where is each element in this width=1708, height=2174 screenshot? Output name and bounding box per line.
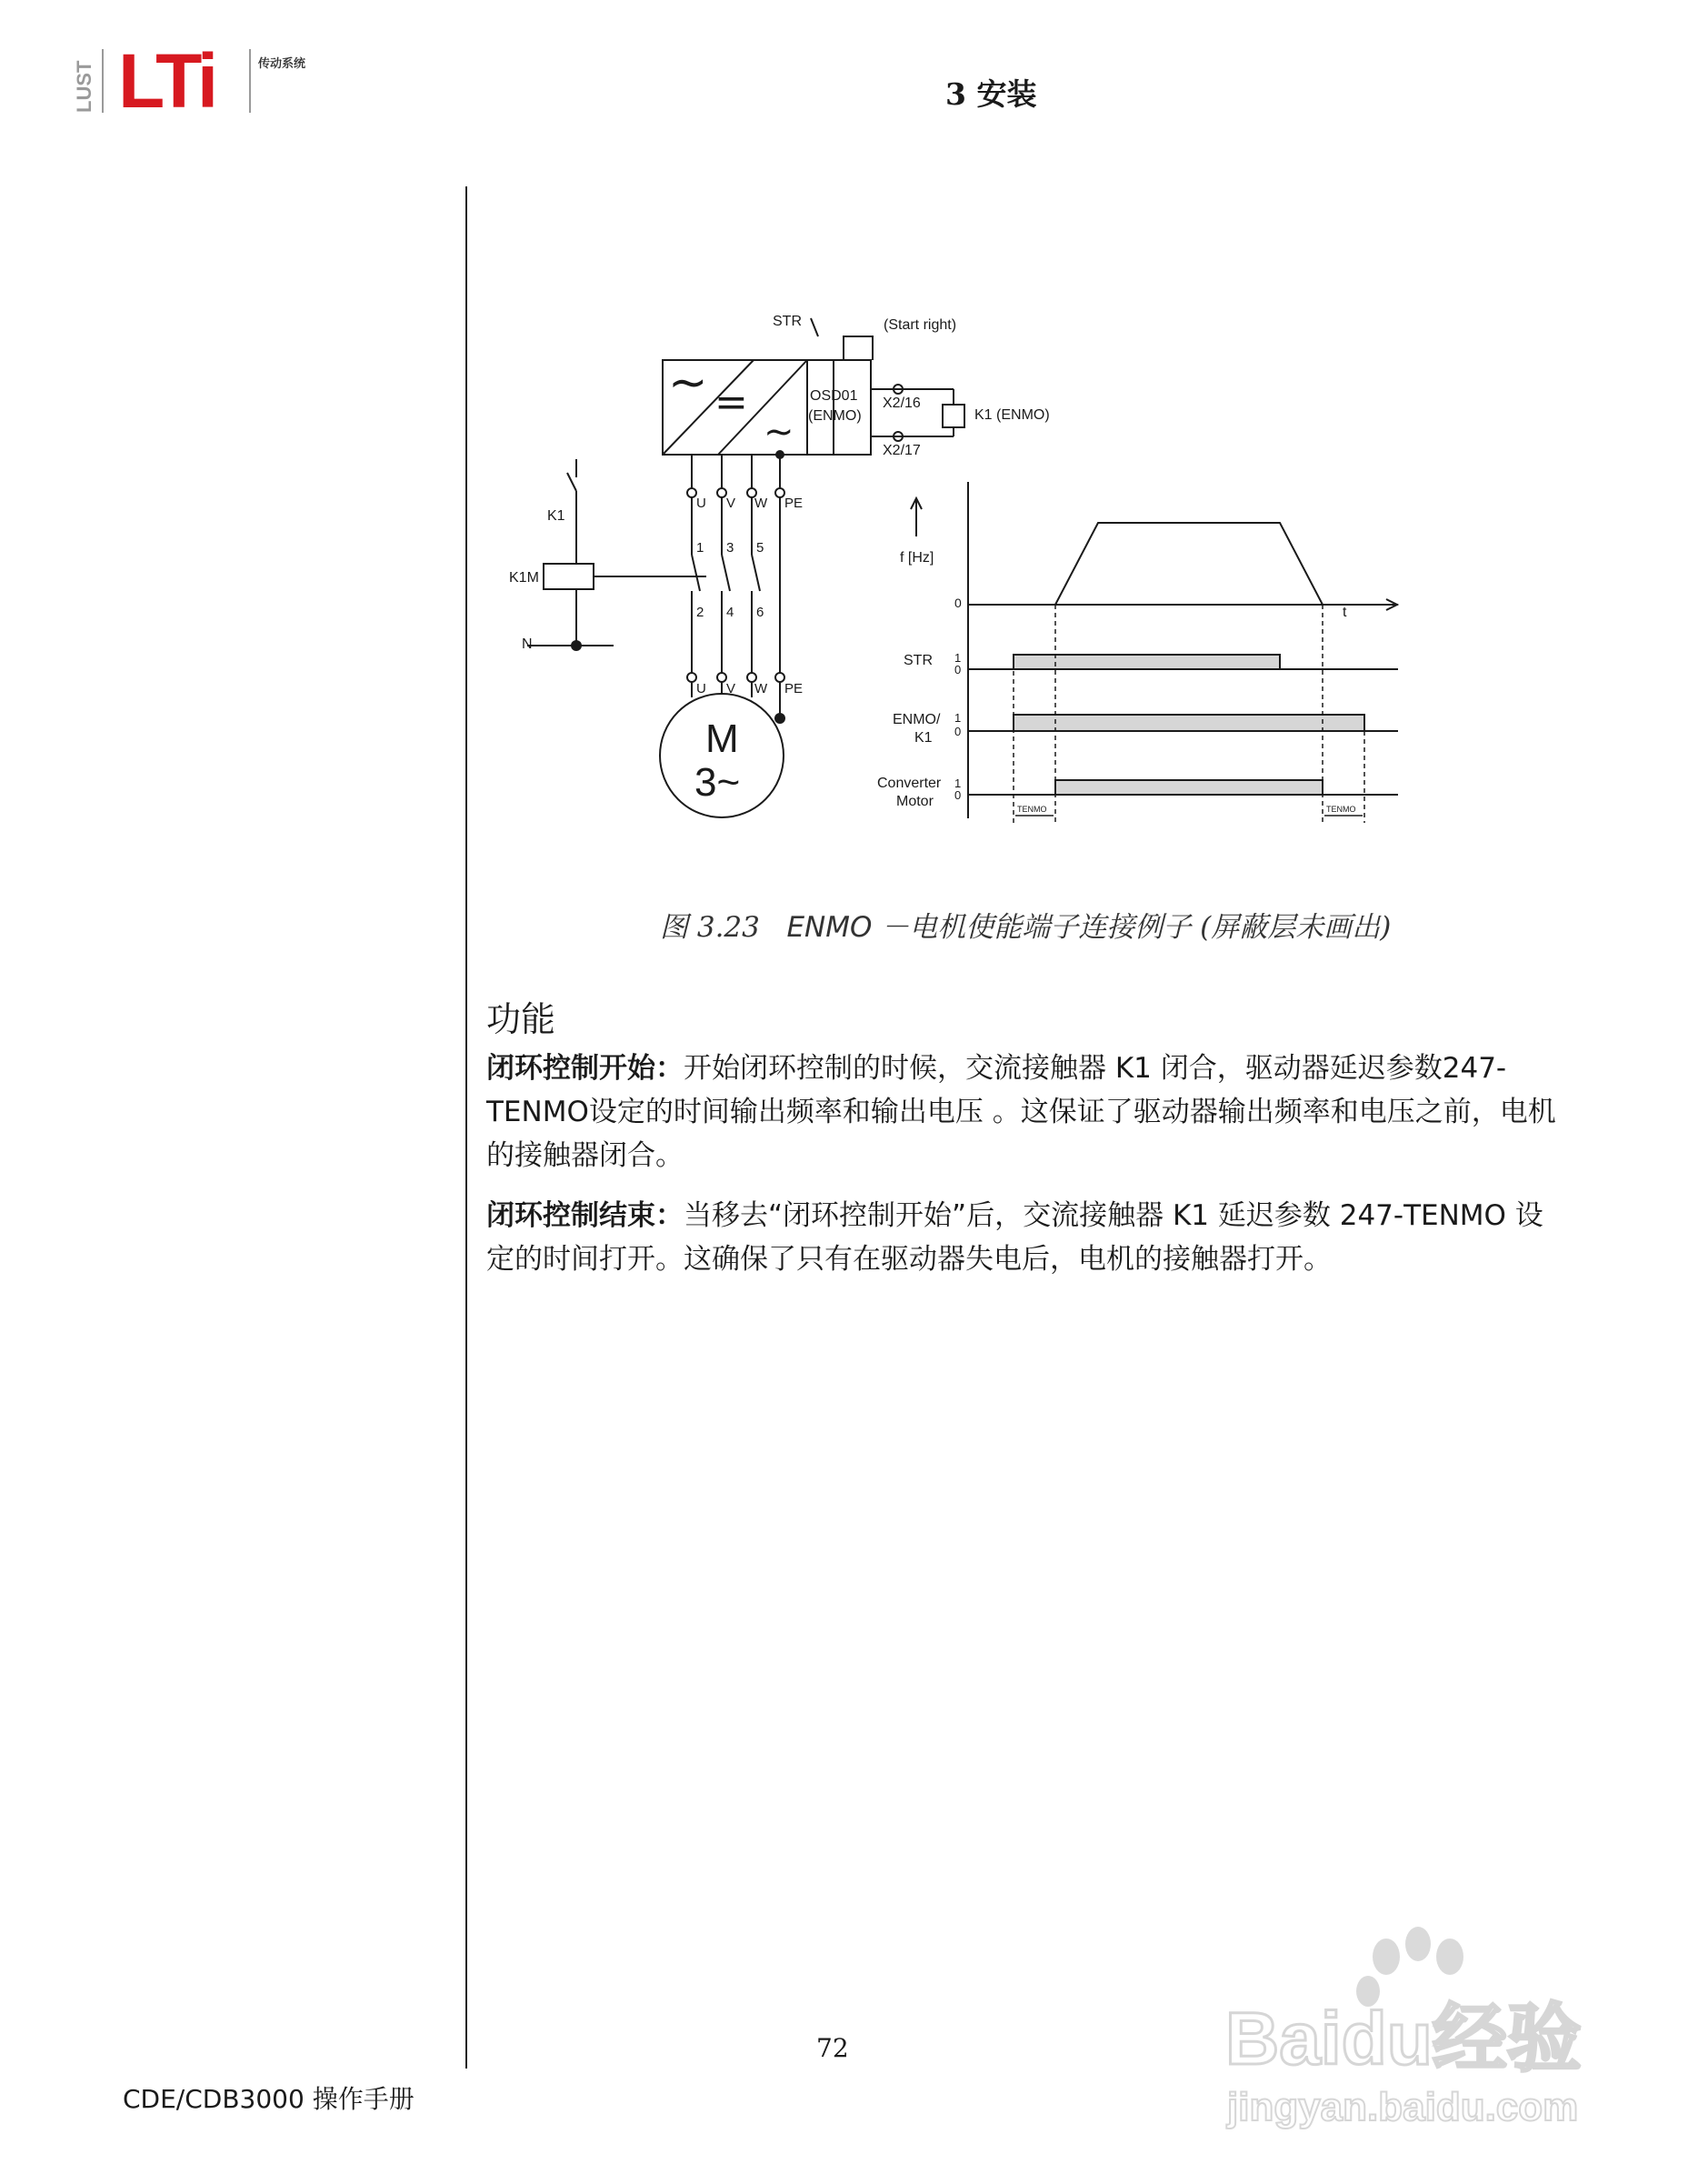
sig-motor: Motor [896, 794, 934, 809]
manual-title: CDE/CDB3000 操作手册 [123, 2084, 415, 2114]
svg-text:PE: PE [784, 681, 804, 696]
svg-text:5: 5 [756, 540, 764, 556]
tenmo-1: TENMO [1017, 805, 1047, 814]
svg-text:=: = [714, 379, 748, 426]
svg-text:3: 3 [726, 540, 734, 556]
label-str: STR [773, 314, 802, 329]
svg-text:2: 2 [696, 605, 704, 620]
paragraph-end [486, 1194, 1559, 1281]
page-number: 72 [816, 2033, 849, 2063]
section-title: 3 安装 [945, 76, 1037, 112]
sig-str: STR [904, 653, 933, 668]
paragraph-end-label: 闭环控制结束： [486, 1199, 684, 1232]
svg-text:1: 1 [954, 711, 962, 725]
margin-rule [465, 186, 467, 2069]
section-heading: 功能 [486, 999, 556, 1039]
svg-text:1: 1 [954, 651, 962, 665]
paragraph-start-label: 闭环控制开始： [486, 1052, 684, 1085]
paragraph-start [486, 1047, 1559, 1177]
label-start-right: (Start right) [884, 317, 957, 333]
svg-text:4: 4 [726, 605, 734, 620]
logo-sub: 传动系统 [258, 57, 306, 71]
label-x216: X2/16 [883, 396, 921, 411]
label-x217: X2/17 [883, 443, 921, 458]
svg-text:0: 0 [954, 725, 962, 738]
svg-text:W: W [754, 681, 768, 696]
svg-text:jingyan.baidu.com: jingyan.baidu.com [1227, 2085, 1579, 2129]
svg-text:6: 6 [756, 605, 764, 620]
label-t: t [1343, 605, 1347, 620]
svg-text:1: 1 [954, 776, 962, 790]
motor-3: 3~ [694, 760, 741, 805]
logo-lust: LUST [73, 60, 95, 113]
motor-m: M [705, 716, 739, 761]
label-f-hz: f [Hz] [900, 550, 934, 566]
svg-text:W: W [754, 496, 768, 511]
label-enmo-paren: (ENMO) [808, 408, 862, 424]
enmo-wiring-figure [491, 291, 1427, 837]
svg-text:U: U [696, 496, 706, 511]
label-k1m: K1M [509, 570, 539, 586]
svg-text:Baidu经验: Baidu经验 [1225, 1998, 1582, 2080]
sig-k1: K1 [914, 730, 933, 746]
baidu-watermark [1200, 1919, 1627, 2137]
svg-text:~: ~ [764, 411, 794, 453]
lti-logo [71, 47, 307, 115]
svg-text:0: 0 [954, 596, 962, 610]
svg-text:U: U [696, 681, 706, 696]
svg-text:V: V [726, 496, 736, 511]
svg-text:0: 0 [954, 788, 962, 802]
svg-text:~: ~ [668, 356, 708, 410]
label-n: N [522, 636, 533, 652]
paragraph-start-text: 开始闭环控制的时候，交流接触器 K1 闭合，驱动器延迟参数247-TENMO设定的时间输出频率和输出电压 。这保证了驱动器输出频率和电压之前，电机的接触器闭合。 [486, 1052, 1556, 1172]
tenmo-2: TENMO [1326, 805, 1356, 814]
svg-text:0: 0 [954, 663, 962, 676]
figure-caption: 图 3.23 ENMO －电机使能端子连接例子 (屏蔽层未画出) [660, 911, 1392, 944]
label-osd: OSD01 [810, 388, 858, 404]
svg-text:V: V [726, 681, 736, 696]
logo-lti: LTi [118, 47, 215, 115]
label-k1: K1 [547, 508, 565, 524]
sig-enmo: ENMO/ [893, 712, 941, 727]
svg-text:PE: PE [784, 496, 804, 511]
paragraph-end-text: 当移去“闭环控制开始”后，交流接触器 K1 延迟参数 247-TENMO 设定的时间打开。这确保了只有在驱动器失电后，电机的接触器打开。 [486, 1199, 1543, 1276]
svg-text:1: 1 [696, 540, 704, 556]
label-k1-enmo: K1 (ENMO) [974, 407, 1050, 423]
sig-conv: Converter [877, 776, 942, 791]
